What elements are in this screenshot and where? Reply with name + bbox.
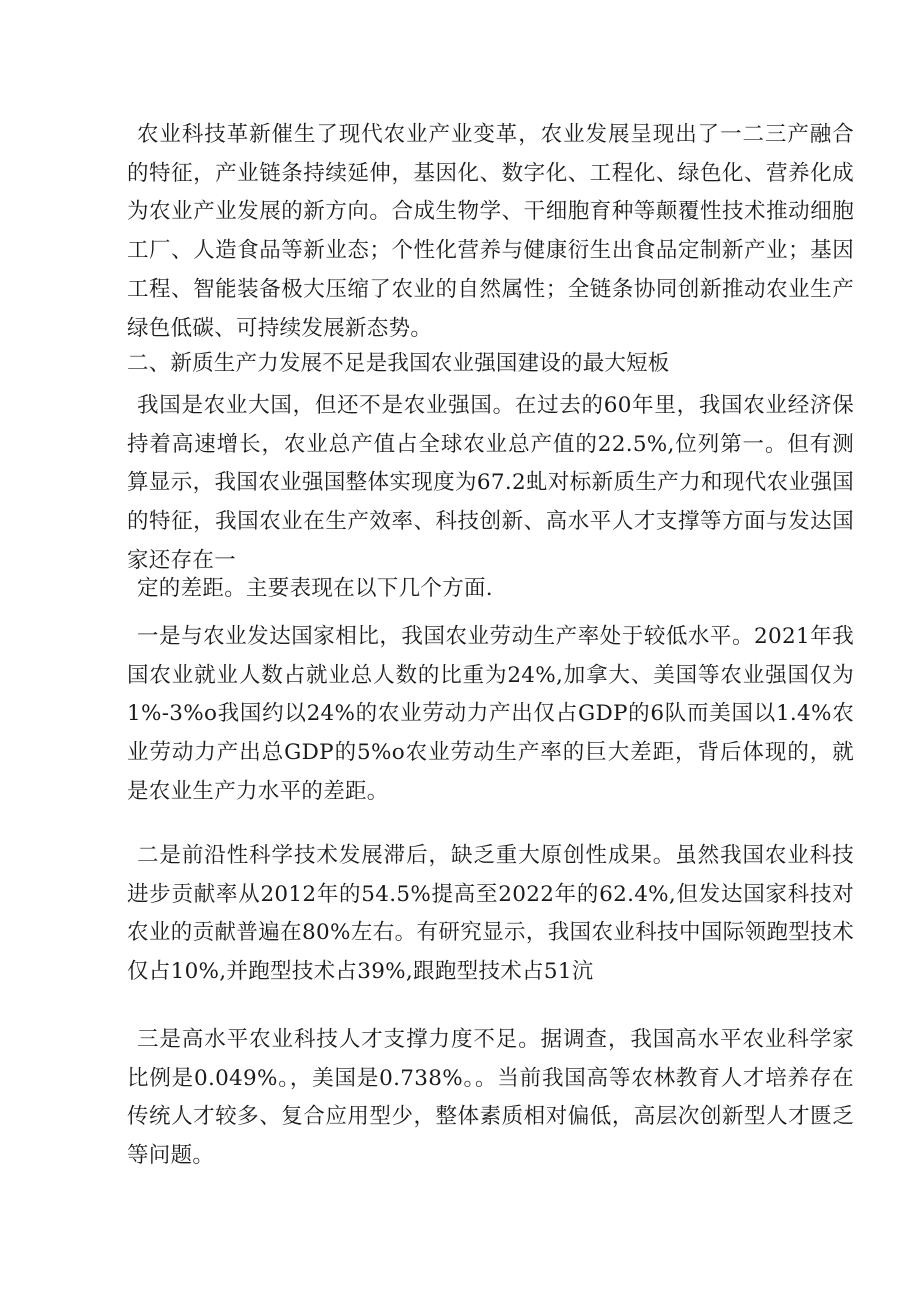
paragraph-frontier-science: 二是前沿性科学技术发展滞后，缺乏重大原创性成果。虽然我国农业科技进步贡献率从2012年的54.5%提高至2022年的62.4%,但发达国家科技对农业的贡献普遍在80%左右。有研究显示，我国农业科技中国际领跑型技术仅占10%,并跑型技术占39%,跟跑型技术占51沆 <box>127 843 854 985</box>
paragraph-labor-productivity: 一是与农业发达国家相比，我国农业劳动生产率处于较低水平。2021年我国农业就业人数占就业总人数的比重为24%,加拿大、美国等农业强国仅为1%-3%o我国约以24%的农业劳动力产出仅占GDP的6队而美国以1.4%农业劳动力产出总GDP的5%o农业劳动生产率的巨大差距，背后体现的，就是农业生产力水平的差距。 <box>127 624 854 804</box>
paragraph-talent-support: 三是高水平农业科技人才支撑力度不足。据调查，我国高水平农业科学家比例是0.049%。，美国是0.738%。。当前我国高等农林教育人才培养存在传统人才较多、复合应用型少，整体素质相对偏低，高层次创新型人才匮乏等问题。 <box>127 1027 854 1169</box>
section-heading-2: 二、新质生产力发展不足是我国农业强国建设的最大短板 <box>127 351 670 376</box>
paragraph-gap-continued: 定的差距。主要表现在以下几个方面. <box>137 576 493 601</box>
paragraph-agri-power-gap: 我国是农业大国，但还不是农业强国。在过去的60年里，我国农业经济保持着高速增长，农业总产值占全球农业总产值的22.5%,位列第一。但有测算显示，我国农业强国整体实现度为67.2虬对标新质生产力和现代农业强国的特征，我国农业在生产效率、科技创新、高水平人才支撑等方面与发达国家还存在一 <box>127 393 854 573</box>
paragraph-agri-tech-revolution: 农业科技革新催生了现代农业产业变革，农业发展呈现出了一二三产融合的特征，产业链条持续延伸，基因化、数字化、工程化、绿色化、营养化成为农业产业发展的新方向。合成生物学、干细胞育种等颠覆性技术推动细胞工厂、人造食品等新业态；个性化营养与健康衍生出食品定制新产业；基因工程、智能装备极大压缩了农业的自然属性；全链条协同创新推动农业生产绿色低碳、可持续发展新态势。 <box>127 122 854 341</box>
